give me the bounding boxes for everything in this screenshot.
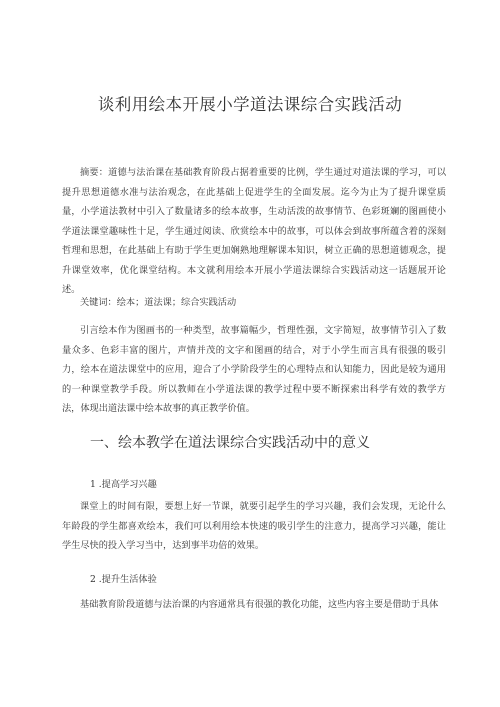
keywords-paragraph xyxy=(62,293,446,313)
section-1-heading: 一、绘本教学在道法课综合实践活动中的意义 xyxy=(90,435,370,451)
subsection-2-paragraph: 基础教育阶段道德与法治课的内容通常具有很强的教化功能，这些内容主要是借助于具体 xyxy=(80,599,439,610)
abstract-label: 摘要： xyxy=(80,167,109,178)
subsection-1-paragraph: 课堂上的时间有限，要想上好一节课，就要引起学生的学习兴趣，我们会发现，无论什么年龄段的学生都喜欢绘本，我们可以利用绘本快速的吸引学生的注意力，提高学习兴趣，能让学生尽快的投入学习当中，达到事半功倍的效果。 xyxy=(62,501,446,551)
intro-paragraph xyxy=(62,321,446,419)
abstract-paragraph xyxy=(62,163,446,300)
keywords-label: 关键词： xyxy=(80,297,117,308)
paper-title: 谈利用绘本开展小学道法课综合实践活动 xyxy=(97,95,403,114)
subsection-2-heading: 2 .提升生活体验 xyxy=(90,574,157,585)
subsection-1-heading: 1 .提高学习兴趣 xyxy=(90,479,157,490)
abstract-text: 道德与法治课在基础教育阶段占据着重要的比例，学生通过对道法课的学习，可以提升思想道德水准与法治观念，在此基础上促进学生的全面发展。迄今为止为了提升课堂质量，小学道法教材中引入了数量诸多的绘本故事，生动活泼的故事情节、色彩斑斓的图画使小学道法课堂趣味性十足，学生通过阅读、欣赏绘本中的故事，可以体会到故事所蕴含着的深刻哲理和思想，在此基础上有助于学生更加娴熟地理解课本知识，树立正确的思想道德观念，提升课堂效率，优化课堂结构。本文就利用绘本开展小学道法课综合实践活动这一话题展开论述。 xyxy=(62,167,447,295)
intro-label: 引言 xyxy=(80,325,99,336)
keywords-text: 绘本；道法课；综合实践活动 xyxy=(116,297,237,308)
intro-text: 绘本作为图画书的一种类型，故事篇幅少，哲理性强，文字简短，故事情节引入了数量众多、色彩丰富的图片，声情并茂的文字和图画的结合，对于小学生而言具有很强的吸引力，绘本在道法课堂中的应用，迎合了小学阶段学生的心理特点和认知能力，因此是较为通用的一种课堂教学手段。所以教师在小学道法课的教学过程中要不断探索出科学有效的教学方法，体现出道法课中绘本故事的真正教学价值。 xyxy=(62,325,446,414)
